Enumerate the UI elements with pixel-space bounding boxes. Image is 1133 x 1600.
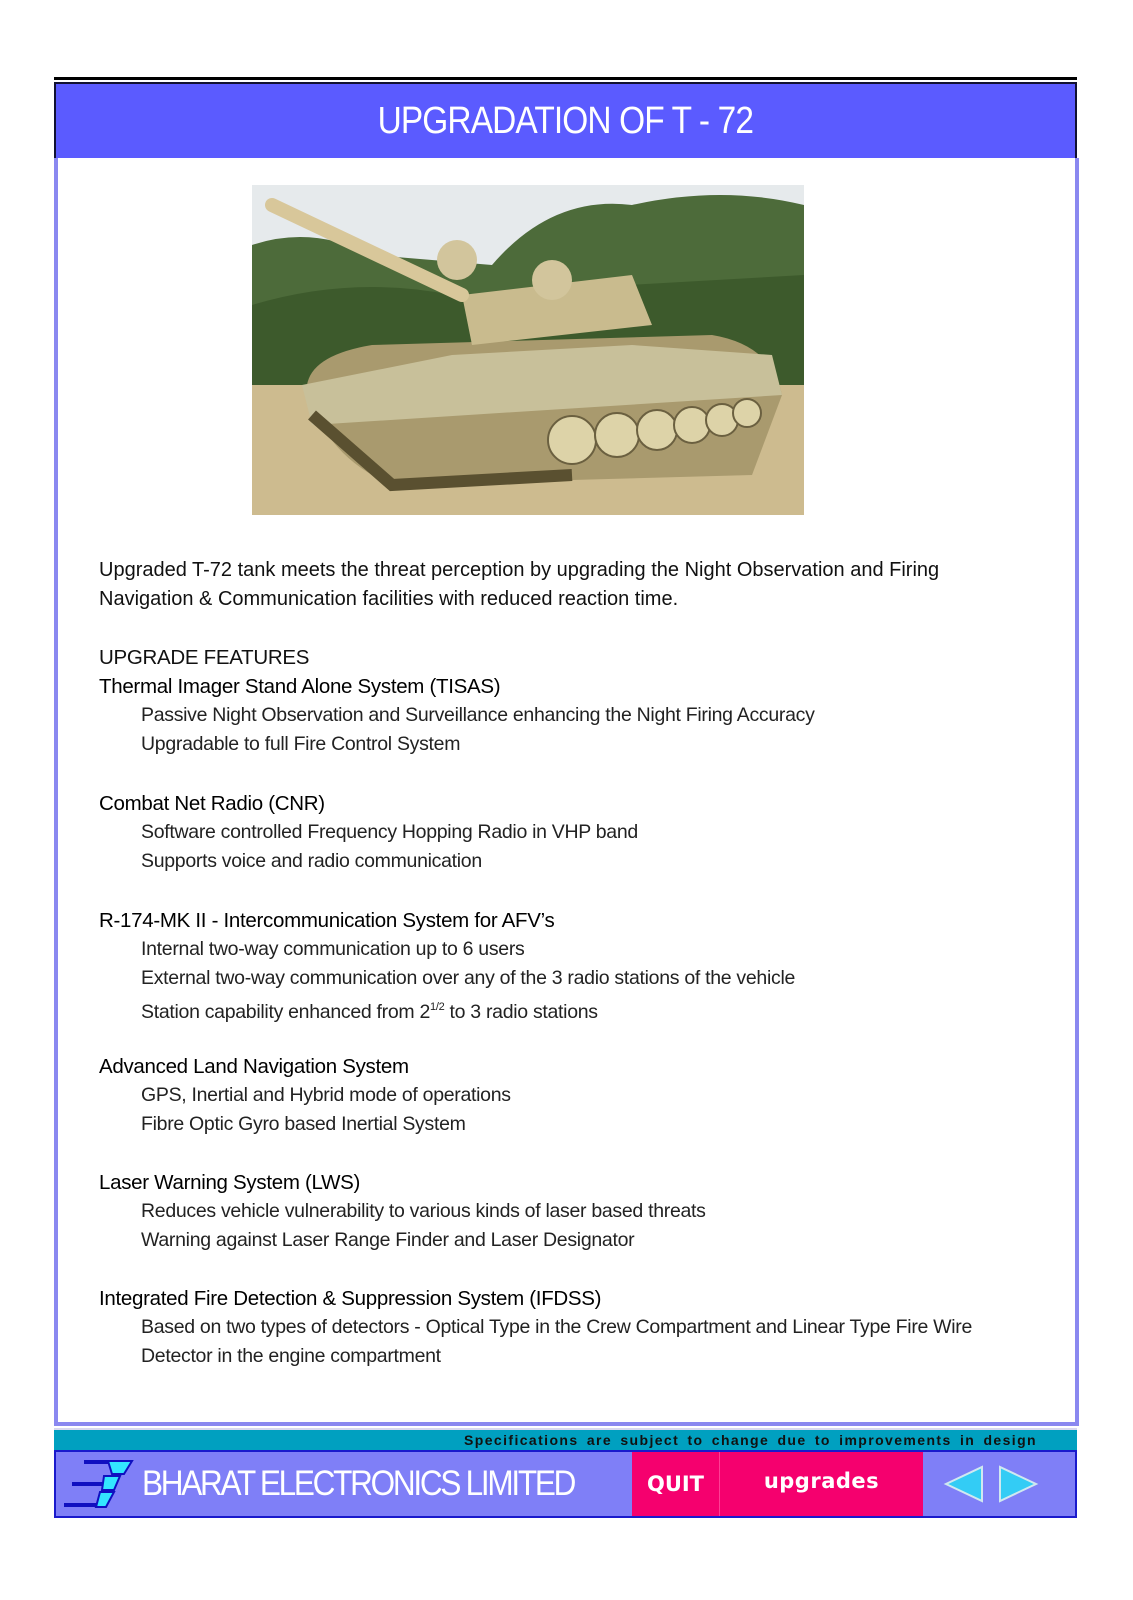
section-item: Based on two types of detectors - Optical Type in the Crew Compartment and Linear Type Fire Wire Detector in the engine compartment xyxy=(141,1316,973,1367)
section-tisas xyxy=(99,672,815,759)
upgrades-button[interactable]: upgrades xyxy=(720,1452,923,1516)
section-ifdss xyxy=(99,1284,1046,1371)
company-name: BHARAT ELECTRONICS LIMITED xyxy=(142,1464,575,1503)
features-title: UPGRADE FEATURES xyxy=(99,646,310,669)
section-item: Supports voice and radio communication xyxy=(141,850,482,872)
disclaimer-text: Specifications are subject to change due to improvements in design xyxy=(464,1432,1037,1448)
next-arrow-icon[interactable] xyxy=(996,1464,1040,1504)
section-heading: R-174-MK II - Intercommunication System for AFV’s xyxy=(99,909,555,932)
previous-arrow-icon[interactable] xyxy=(942,1464,986,1504)
top-rule xyxy=(54,77,1077,80)
section-item xyxy=(99,993,795,1027)
quit-button[interactable]: QUIT xyxy=(632,1452,720,1516)
disclaimer-band xyxy=(54,1428,1077,1450)
section-cnr xyxy=(99,789,638,876)
section-heading: Integrated Fire Detection & Suppression System (IFDSS) xyxy=(99,1287,602,1310)
section-item: Upgradable to full Fire Control System xyxy=(141,733,461,755)
section-item: Internal two-way communication up to 6 users xyxy=(141,938,525,960)
section-heading: Advanced Land Navigation System xyxy=(99,1055,409,1078)
tank-photo xyxy=(252,185,804,515)
bel-logo-icon xyxy=(64,1458,136,1510)
section-item: Passive Night Observation and Surveillance enhancing the Night Firing Accuracy xyxy=(141,704,815,726)
item-text: Station capability enhanced from 2 xyxy=(141,1001,430,1023)
section-heading: Laser Warning System (LWS) xyxy=(99,1171,361,1194)
tank-image-icon xyxy=(252,185,804,515)
section-heading: Combat Net Radio (CNR) xyxy=(99,792,325,815)
section-lws xyxy=(99,1168,706,1255)
fraction-superscript: 1/2 xyxy=(430,1001,445,1013)
section-r174 xyxy=(99,906,795,1027)
section-item: External two-way communication over any of the 3 radio stations of the vehicle xyxy=(141,967,796,989)
section-item: Software controlled Frequency Hopping Radio in VHP band xyxy=(141,821,638,843)
page-header xyxy=(54,82,1077,160)
intro-paragraph: Upgraded T-72 tank meets the threat perception by upgrading the Night Observation and Firing Navigation & Communication facilities with reduced reaction time. xyxy=(99,559,940,610)
section-item: Warning against Laser Range Finder and Laser Designator xyxy=(141,1229,635,1251)
section-heading: Thermal Imager Stand Alone System (TISAS) xyxy=(99,675,501,698)
footer-bar xyxy=(54,1450,1077,1518)
section-item: Reduces vehicle vulnerability to various kinds of laser based threats xyxy=(141,1200,706,1222)
page-title: UPGRADATION OF T - 72 xyxy=(377,99,754,142)
section-navigation xyxy=(99,1052,511,1139)
section-item: Fibre Optic Gyro based Inertial System xyxy=(141,1113,466,1135)
item-text: to 3 radio stations xyxy=(444,1001,598,1023)
section-item: GPS, Inertial and Hybrid mode of operations xyxy=(141,1084,511,1106)
